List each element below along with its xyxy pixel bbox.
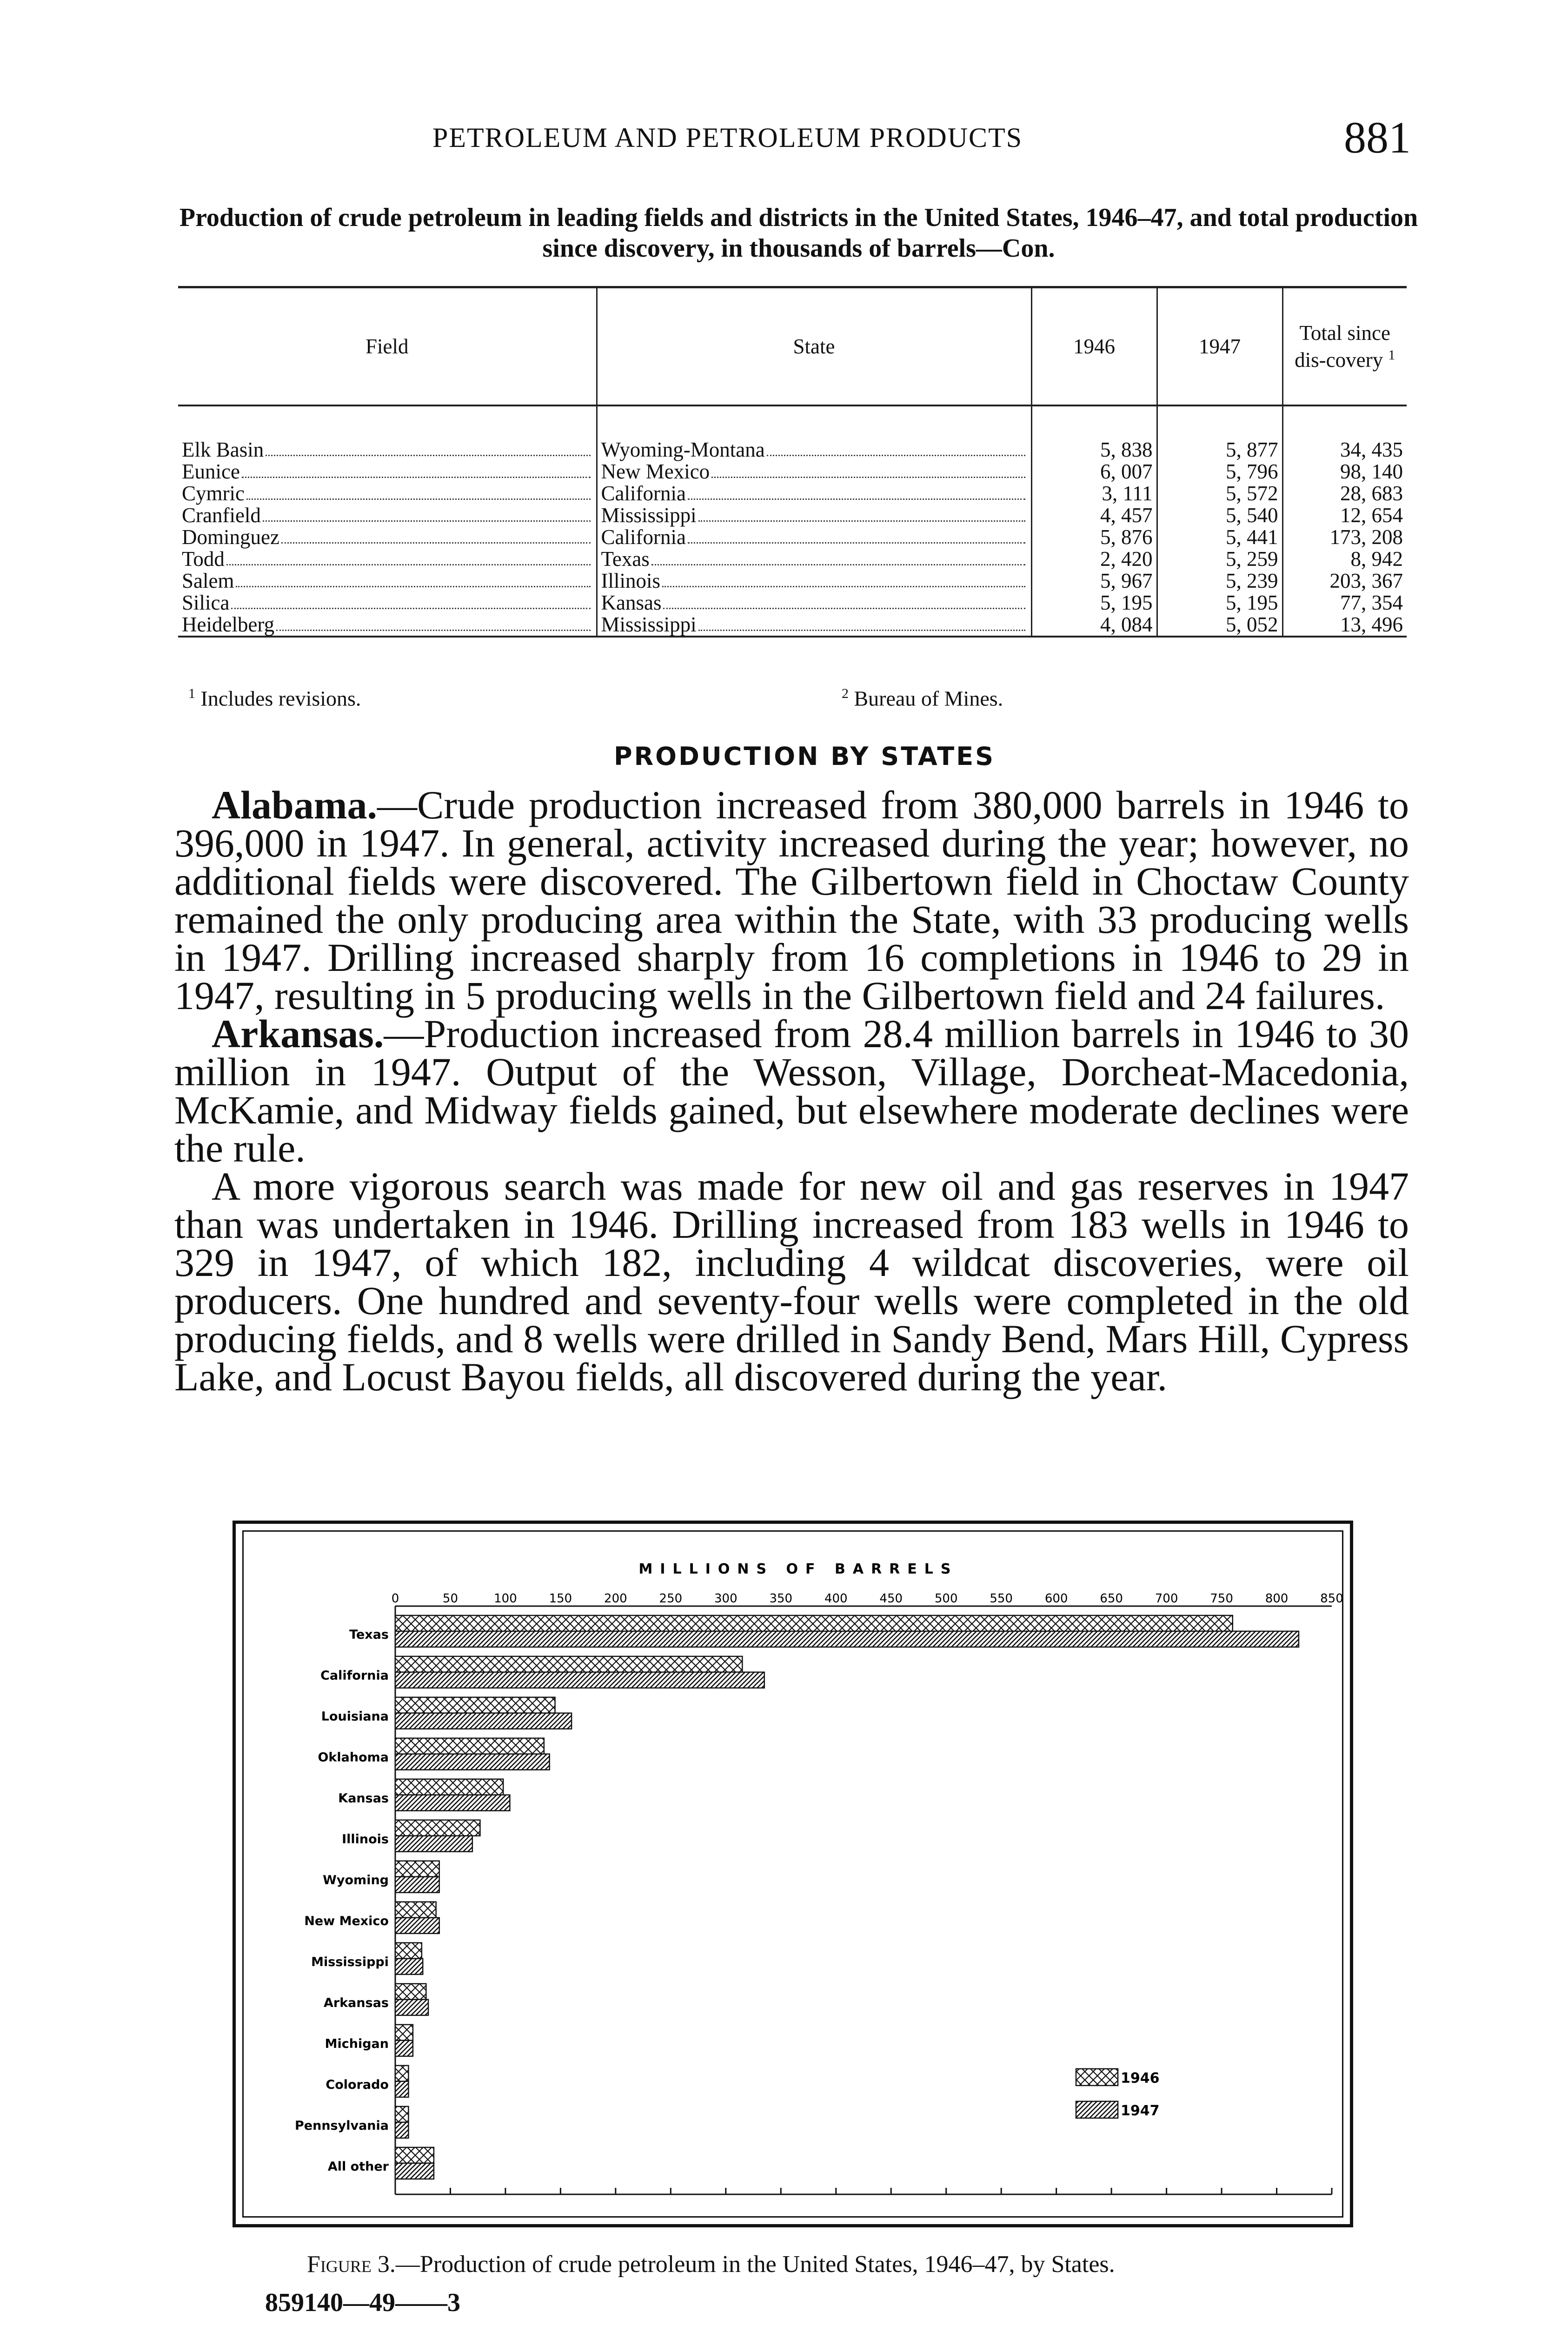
table-row	[178, 461, 1407, 483]
bar-1946	[395, 1861, 439, 1877]
x-tick-label: 350	[769, 1592, 793, 1606]
figure-caption	[307, 2251, 1115, 2278]
paragraph-text: —Crude production increased from 380,000 barrels in 1946 to 396,000 in 1947. In general, activity increased during the year; however, no additional fields were discovered. The Gilbertown field in Choctaw County remained the only producing area within the State, with 33 producing wells in 1947. Drilling increased sharply from 16 completions in 1946 to 29 in 1947, resulting in 5 producing wells in the Gilbertown field and 24 failures.	[174, 783, 1409, 1018]
cell-state: Wyoming-Montana	[597, 405, 1031, 461]
cell-1946: 4, 084	[1031, 614, 1157, 637]
footnote-mark: 1	[188, 686, 195, 701]
category-label: Michigan	[325, 2037, 389, 2051]
x-tick-label: 650	[1100, 1592, 1123, 1606]
category-label: All other	[327, 2159, 389, 2174]
cell-1947: 5, 239	[1157, 570, 1282, 592]
col-header-1946: 1946	[1031, 287, 1157, 406]
table-row	[178, 405, 1407, 461]
bar-1947	[395, 1795, 510, 1811]
cell-1946: 5, 967	[1031, 570, 1157, 592]
cell-1947: 5, 052	[1157, 614, 1282, 637]
bar-1947	[395, 2040, 413, 2056]
cell-field: Dominguez	[178, 526, 597, 548]
category-label: Arkansas	[324, 1996, 389, 2010]
body-text	[174, 783, 1409, 1399]
bar-1946	[395, 2106, 408, 2122]
x-tick-label: 50	[442, 1592, 458, 1606]
production-table	[178, 286, 1407, 638]
bar-1947	[395, 1918, 439, 1933]
x-tick-label: 0	[391, 1592, 399, 1606]
cell-1946: 5, 838	[1031, 405, 1157, 461]
x-tick-label: 200	[604, 1592, 627, 1606]
cell-field: Heidelberg	[178, 614, 597, 637]
bar-1946	[395, 2066, 408, 2081]
cell-1947: 5, 195	[1157, 592, 1282, 614]
x-tick-label: 750	[1210, 1592, 1233, 1606]
cell-1947: 5, 540	[1157, 505, 1282, 526]
cell-field: Silica	[178, 592, 597, 614]
footnote-mark: 2	[842, 686, 849, 701]
run-in-heading: Arkansas.	[212, 1011, 384, 1056]
bar-1947	[395, 1631, 1299, 1647]
category-label: Oklahoma	[318, 1750, 389, 1765]
footnote-text: Bureau of Mines.	[854, 686, 1003, 711]
cell-state: Mississippi	[597, 614, 1031, 637]
section-heading: PRODUCTION BY STATES	[614, 742, 996, 771]
bar-1947	[395, 2163, 434, 2179]
x-tick-label: 400	[824, 1592, 848, 1606]
col-header-total-label: Total since dis-covery	[1295, 321, 1391, 372]
bar-1946	[395, 2147, 434, 2163]
bar-1947	[395, 2081, 408, 2097]
bar-1947	[395, 1959, 423, 1974]
bar-1946	[395, 1820, 480, 1836]
bar-1947	[395, 1672, 764, 1688]
bar-1947	[395, 1877, 439, 1893]
cell-1946: 6, 007	[1031, 461, 1157, 483]
paragraph-text: —Production increased from 28.4 million barrels in 1946 to 30 million in 1947. Output of the Wesson, Village, Dorcheat-Macedonia, McKamie, and Midway fields gained, but elsewhere moderate declines were the rule.	[174, 1011, 1409, 1170]
cell-state: Illinois	[597, 570, 1031, 592]
cell-1946: 5, 195	[1031, 592, 1157, 614]
table-row	[178, 548, 1407, 570]
legend-swatch-1947	[1076, 2101, 1118, 2118]
bar-1946	[395, 1656, 742, 1672]
bar-1946	[395, 1615, 1233, 1631]
x-tick-label: 850	[1320, 1592, 1343, 1606]
bar-1947	[395, 1713, 571, 1729]
cell-state: Texas	[597, 548, 1031, 570]
category-label: New Mexico	[304, 1914, 389, 1928]
table-caption: Production of crude petroleum in leading fields and districts in the United States, 1946–47, and total production since discovery, in thousands of barrels—Con.	[179, 203, 1418, 263]
cell-field: Todd	[178, 548, 597, 570]
cell-state: California	[597, 526, 1031, 548]
bar-1946	[395, 1943, 422, 1959]
footnote-text: Includes revisions.	[200, 686, 361, 711]
cell-1947: 5, 877	[1157, 405, 1282, 461]
col-header-1947: 1947	[1157, 287, 1282, 406]
x-tick-label: 100	[494, 1592, 517, 1606]
cell-field: Cymric	[178, 483, 597, 505]
cell-total: 173, 208	[1282, 526, 1407, 548]
cell-state: Mississippi	[597, 505, 1031, 526]
page-number: 881	[1344, 113, 1411, 162]
run-in-heading: Alabama.	[212, 783, 377, 827]
table-row	[178, 483, 1407, 505]
bar-1946	[395, 1697, 555, 1713]
category-label: Illinois	[342, 1832, 389, 1847]
col-header-field: Field	[365, 334, 409, 358]
cell-1947: 5, 796	[1157, 461, 1282, 483]
legend-label-1947: 1947	[1121, 2103, 1160, 2119]
paragraph-arkansas	[174, 1011, 1409, 1170]
cell-state: New Mexico	[597, 461, 1031, 483]
paragraph-alabama	[174, 783, 1409, 1018]
paragraph-arkansas-drilling: A more vigorous search was made for new oil and gas reserves in 1947 than was undertaken in 1946. Drilling increased from 183 wells in 1946 to 329 in 1947, of which 182, including 4 wildcat discoveries, were oil producers. One hundred and seventy-four wells were completed in the old producing fields, and 8 wells were drilled in Sandy Bend, Mars Hill, Cypress Lake, and Locust Bayou fields, all discovered during the year.	[174, 1164, 1409, 1399]
table-row	[178, 526, 1407, 548]
category-label: Wyoming	[323, 1873, 389, 1887]
cell-field: Elk Basin	[178, 405, 597, 461]
category-label: Pennsylvania	[295, 2119, 389, 2133]
chart-frame	[242, 1530, 1343, 2218]
table-row	[178, 505, 1407, 526]
category-label: California	[320, 1668, 389, 1683]
cell-total: 98, 140	[1282, 461, 1407, 483]
cell-1947: 5, 259	[1157, 548, 1282, 570]
legend-label-1946: 1946	[1121, 2070, 1160, 2086]
bar-1947	[395, 1836, 472, 1852]
cell-total: 13, 496	[1282, 614, 1407, 637]
table-row	[178, 614, 1407, 637]
figure-caption-text: —Production of crude petroleum in the United States, 1946–47, by States.	[395, 2251, 1115, 2278]
cell-field: Eunice	[178, 461, 597, 483]
x-tick-label: 700	[1155, 1592, 1178, 1606]
bar-1947	[395, 2000, 428, 2015]
cell-total: 8, 942	[1282, 548, 1407, 570]
cell-1946: 2, 420	[1031, 548, 1157, 570]
category-label: Colorado	[326, 2078, 389, 2092]
footnote-ref: 1	[1388, 347, 1395, 363]
bar-1946	[395, 1779, 503, 1795]
category-label: Louisiana	[321, 1709, 389, 1724]
bar-1946	[395, 1738, 544, 1754]
print-code: 859140—49——3	[265, 2288, 460, 2317]
cell-total: 203, 367	[1282, 570, 1407, 592]
cell-state: Kansas	[597, 592, 1031, 614]
running-title: PETROLEUM AND PETROLEUM PRODUCTS	[432, 122, 1023, 153]
bar-1947	[395, 1754, 550, 1770]
x-tick-label: 300	[714, 1592, 737, 1606]
footnote-1	[188, 686, 361, 711]
x-tick-label: 250	[659, 1592, 683, 1606]
table-row	[178, 570, 1407, 592]
col-header-state: State	[597, 287, 1031, 406]
chart-title: MILLIONS OF BARRELS	[638, 1561, 958, 1577]
category-label: Mississippi	[311, 1955, 389, 1969]
cell-1946: 4, 457	[1031, 505, 1157, 526]
cell-total: 34, 435	[1282, 405, 1407, 461]
bar-1946	[395, 1902, 436, 1918]
bar-1946	[395, 1984, 426, 2000]
cell-1946: 5, 876	[1031, 526, 1157, 548]
bar-1947	[395, 2122, 408, 2138]
x-tick-label: 600	[1044, 1592, 1068, 1606]
category-label: Kansas	[338, 1791, 389, 1806]
x-tick-label: 450	[879, 1592, 903, 1606]
cell-1947: 5, 441	[1157, 526, 1282, 548]
x-tick-label: 150	[549, 1592, 572, 1606]
cell-field: Salem	[178, 570, 597, 592]
cell-total: 12, 654	[1282, 505, 1407, 526]
cell-total: 28, 683	[1282, 483, 1407, 505]
table-row	[178, 592, 1407, 614]
x-tick-label: 800	[1265, 1592, 1289, 1606]
x-tick-label: 550	[990, 1592, 1013, 1606]
table-header-row	[178, 287, 1407, 406]
cell-field: Cranfield	[178, 505, 597, 526]
cell-1946: 3, 111	[1031, 483, 1157, 505]
col-header-total	[1282, 287, 1407, 406]
legend-swatch-1946	[1076, 2069, 1118, 2086]
figure-label: Figure 3.	[307, 2251, 396, 2278]
chart-svg	[244, 1532, 1343, 2211]
bar-chart-figure	[233, 1521, 1353, 2227]
cell-1947: 5, 572	[1157, 483, 1282, 505]
cell-total: 77, 354	[1282, 592, 1407, 614]
category-label: Texas	[349, 1628, 389, 1642]
bar-1946	[395, 2025, 413, 2040]
cell-state: California	[597, 483, 1031, 505]
x-tick-label: 500	[934, 1592, 958, 1606]
footnote-2	[842, 686, 1003, 711]
